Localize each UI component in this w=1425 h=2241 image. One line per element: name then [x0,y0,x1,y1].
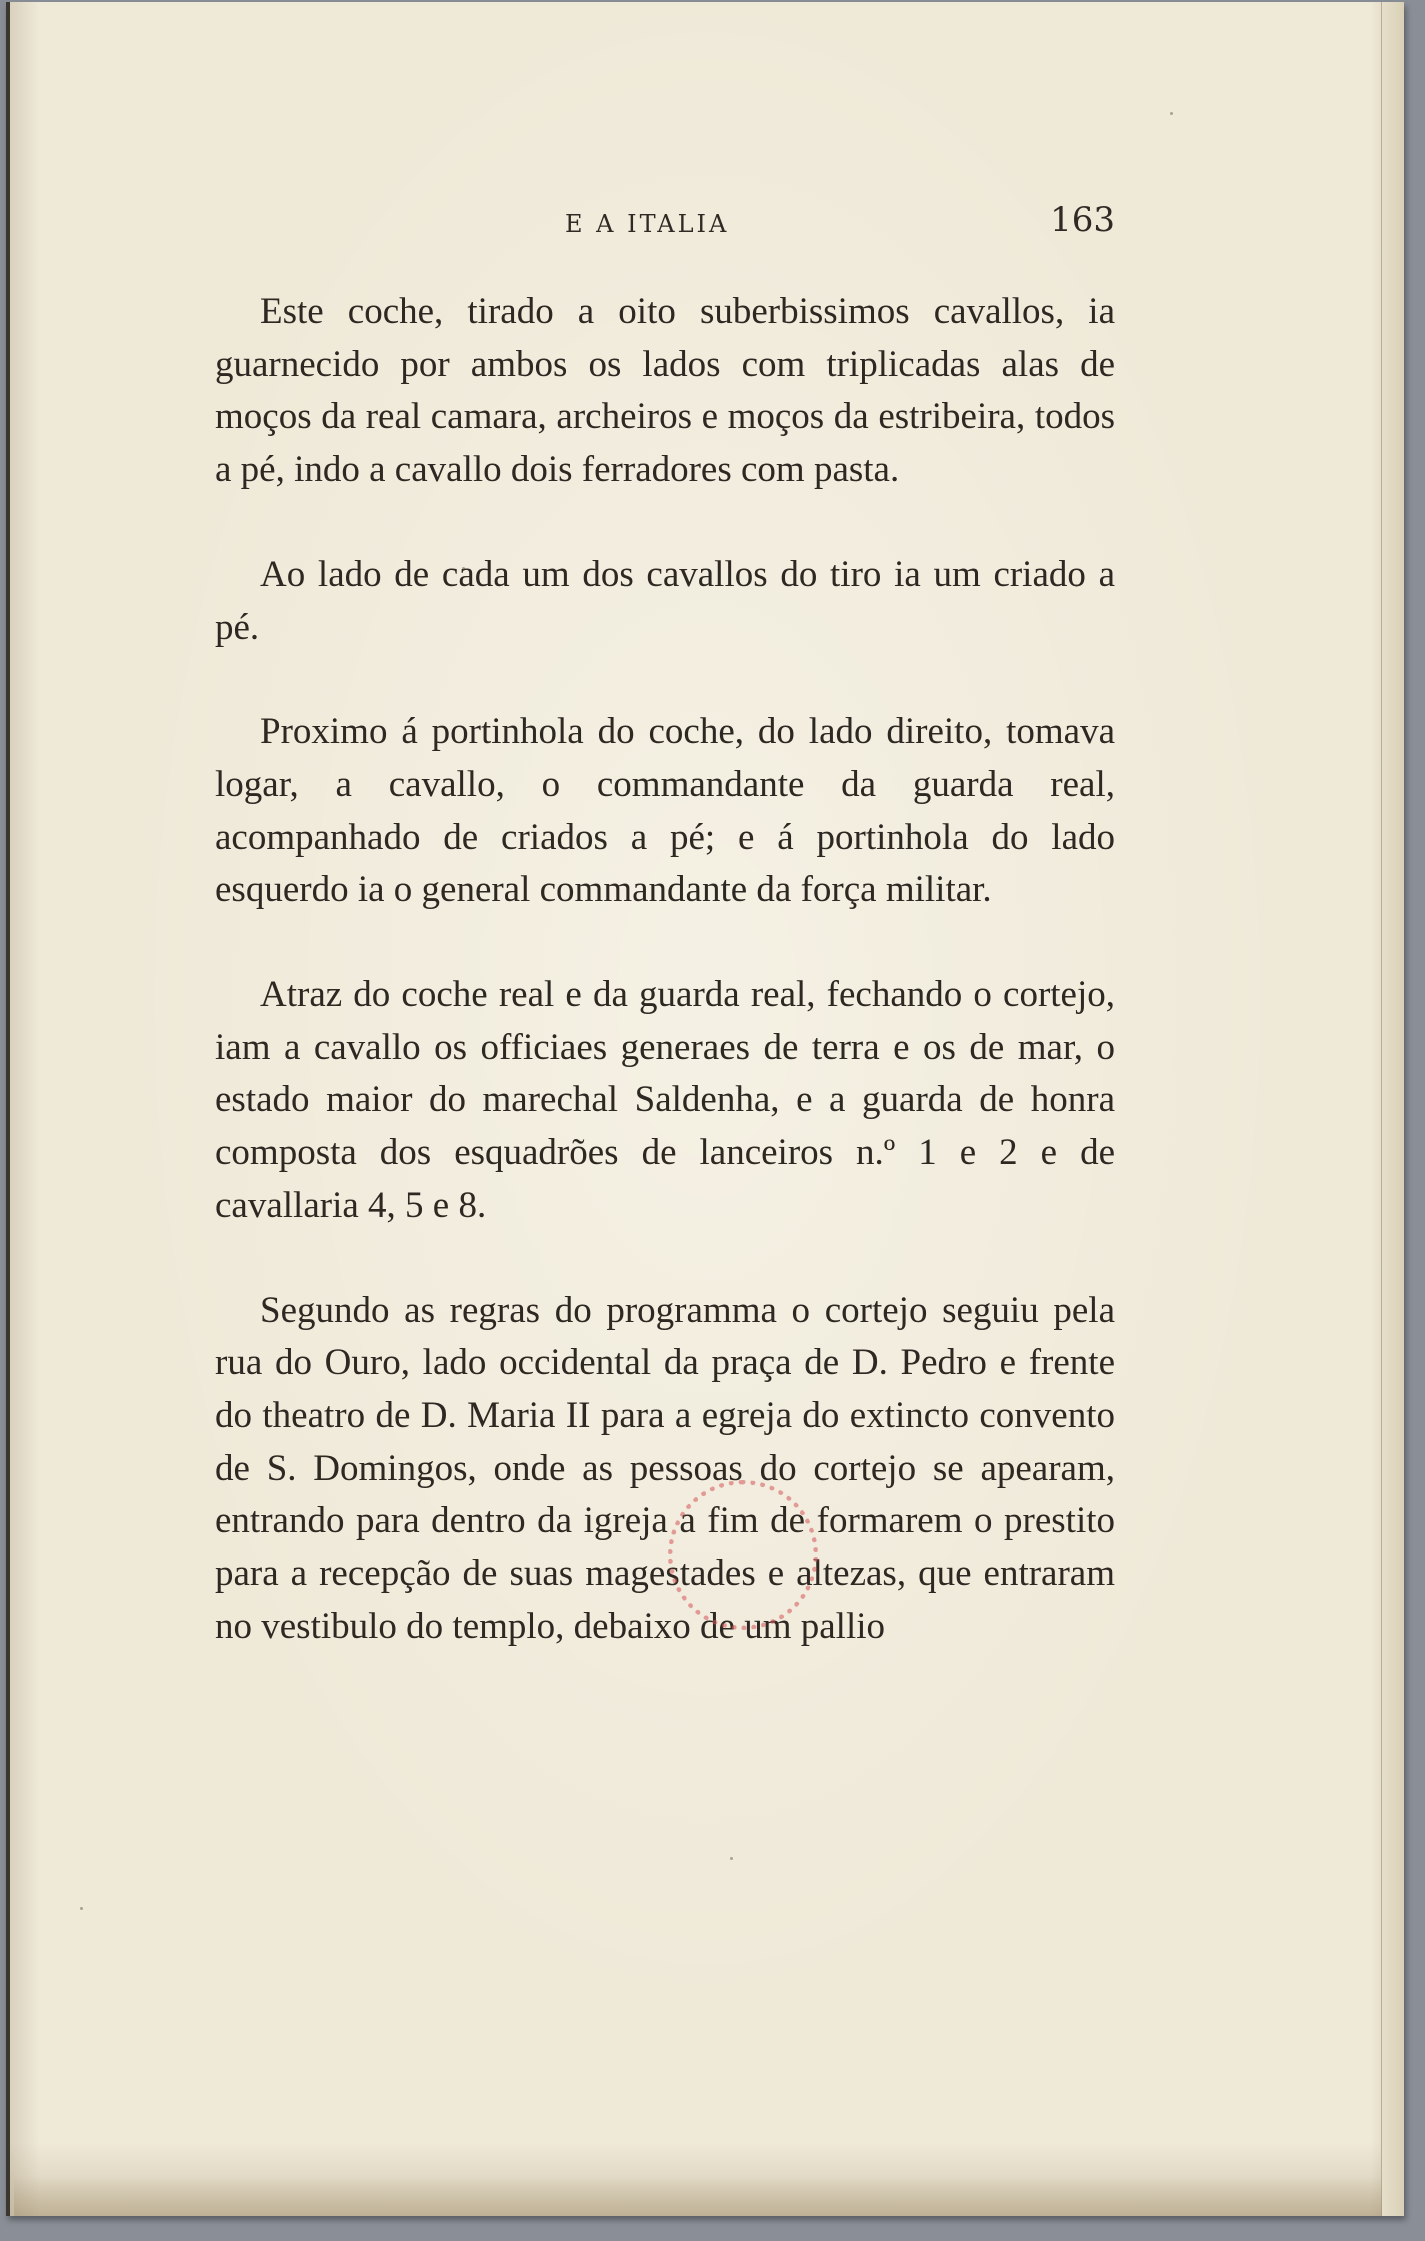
paper-speck [730,1857,733,1860]
book-page [6,2,1404,2216]
page-number: 163 [1050,200,1115,240]
paragraph-5: Segundo as regras do programma o cortejo seguiu pela rua do Ouro, lado occidental da praça de D. Pedro e frente do theatro de D. Maria II para a egreja do extincto convento de S. Domingos, onde as pessoas do cortejo se apearam, entrando para dentro da igreja a fim de formarem o prestito para a recepção de suas magestades e altezas, que entraram no vestibulo do templo, debaixo de um pallio [215,1289,1115,1647]
paper-speck [1170,112,1173,115]
body-text [215,286,1115,1705]
paragraph-2: Ao lado de cada um dos cavallos do tiro ia um criado a pé. [215,553,1115,648]
page-edge [1381,2,1404,2216]
paragraph-1: Este coche, tirado a oito suberbissimos cavallos, ia guarnecido por ambos os lados com triplicadas alas de moços da real camara, archeiros e moços da estribeira, todos a pé, indo a cavallo dois ferradores com pasta. [215,291,1115,491]
running-header [215,200,1115,240]
paper-speck [462,567,465,570]
library-stamp [668,1480,818,1630]
paper-speck [80,1907,83,1910]
paper-speck [1075,584,1078,587]
page-bottom-shadow [14,2176,1382,2216]
paragraph-3: Proximo á portinhola do coche, do lado direito, tomava logar, a cavallo, o commandante da guarda real, acompanhado de criados a pé; e á portinhola do lado esquerdo ia o general commandante da força militar. [215,711,1115,911]
paragraph-4: Atraz do coche real e da guarda real, fechando o cortejo, iam a cavallo os officiaes generaes de terra e os de mar, o estado maior do marechal Saldenha, e a guarda de honra composta dos esquadrões de lanceiros n.º 1 e 2 e de cavallaria 4, 5 e 8. [215,974,1115,1226]
running-title: E A ITALIA [565,210,730,238]
